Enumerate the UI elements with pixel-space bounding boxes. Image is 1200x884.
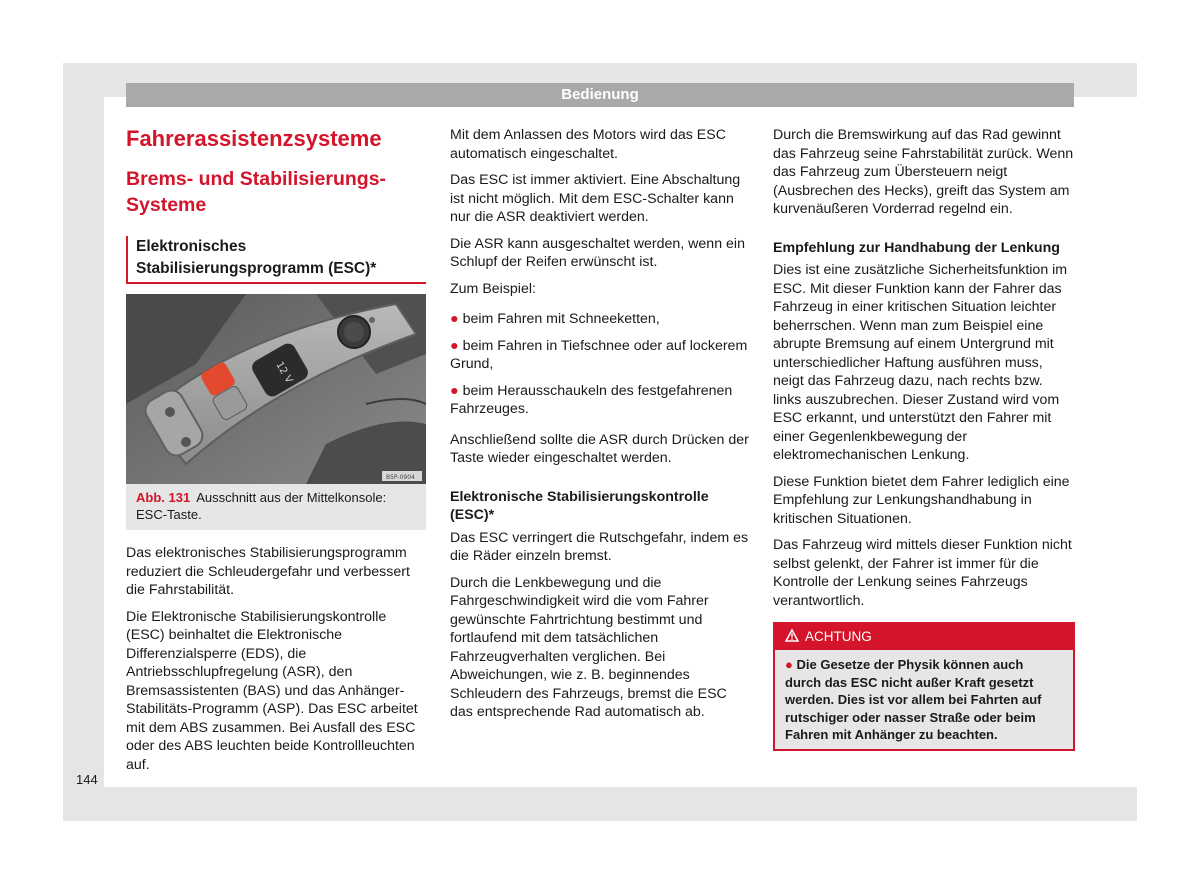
paragraph: Zum Beispiel:: [450, 280, 536, 297]
warning-title: ACHTUNG: [805, 629, 872, 644]
center-console-illustration: [126, 294, 426, 484]
paragraph: Mit dem Anlassen des Motors wird das ESC automatisch eingeschaltet.: [450, 127, 726, 162]
paragraph: Die Elektronische Stabilisierungskontrolle (ESC) beinhaltet die Elektronische Differenzialsperre (EDS), die Antriebsschlupfregelung (ASR), den Bremsassistenten (BAS) und das Anhänger-Stabilitäts-Programm (ASP). Das ESC arbeitet mit dem ABS zusammen. Bei Ausfall des ESC oder des ABS leuchten beide Kontrollleuchten auf.: [126, 608, 418, 773]
warning-icon: [785, 629, 799, 642]
paragraph: Die ASR kann ausgeschaltet werden, wenn ein Schlupf der Reifen erwünscht ist.: [450, 235, 745, 270]
figure-caption-text: Ausschnitt aus der Mittelkonsole: ESC-Taste.: [136, 490, 387, 522]
list-item: ● beim Herausschaukeln des festgefahrenen Fahrzeuges.: [450, 382, 733, 417]
bullet-icon: ●: [785, 657, 793, 672]
paragraph: Dies ist eine zusätzliche Sicherheitsfunktion im ESC. Mit dieser Funktion kann der Fahrer das Fahrzeug in einer kritischen Situation leichter beherrschen. Wenn man zum Beispiel eine abrupte Bremsung auf einem Untergrund mit unterschiedlicher Haftung ausführen muss, neigt das Fahrzeug dazu, nach rechts bzw. links auszubrechen. Dieser Zustand wird vom ESC erkannt, und unterstützt den Fahrer mit einer Gegenlenkbewegung der elektromechanischen Lenkung.: [773, 262, 1068, 463]
bullet-icon: ●: [450, 337, 459, 354]
column-1: [126, 126, 426, 782]
section-title: Brems- und Stabilisierungs-Systeme: [126, 168, 387, 216]
paragraph: Diese Funktion bietet dem Fahrer lediglich eine Empfehlung zur Lenkungshandhabung in kritischen Situationen.: [773, 473, 1070, 527]
warning-body: [775, 650, 1073, 749]
figure-caption: [126, 484, 426, 530]
column-2: [450, 126, 750, 730]
subheading: Elektronische Stabilisierungskontrolle (ESC)*: [450, 488, 709, 523]
subheading: Empfehlung zur Handhabung der Lenkung: [773, 239, 1060, 256]
paragraph: Das elektronisches Stabilisierungsprogramm reduziert die Schleudergefahr und verbessert die Fahrstabilität.: [126, 545, 410, 598]
paragraph: Das ESC ist immer aktiviert. Eine Abschaltung ist nicht möglich. Mit dem ESC-Schalter kann nur die ASR deaktiviert werden.: [450, 172, 741, 225]
figure-code: B5P-0904: [386, 474, 415, 481]
column-3: [773, 126, 1075, 751]
example-list: [450, 310, 750, 419]
bullet-icon: ●: [450, 382, 459, 399]
warning-box: [773, 622, 1075, 751]
socket-label: 12 V: [273, 360, 295, 386]
figure-center-console: [126, 294, 426, 484]
section-header: Bedienung: [126, 83, 1074, 107]
paragraph: Das Fahrzeug wird mittels dieser Funktion nicht selbst gelenkt, der Fahrer ist immer für die Kontrolle der Lenkung seines Fahrzeugs verantwortlich.: [773, 537, 1072, 609]
list-item: ● beim Fahren mit Schneeketten,: [450, 311, 660, 327]
page-number: 144: [76, 772, 98, 787]
chapter-title: Fahrerassistenzsysteme: [126, 126, 382, 151]
paragraph: Durch die Lenkbewegung und die Fahrgeschwindigkeit wird die vom Fahrer gewünschte Fahrtrichtung bestimmt und fortlaufend mit dem tatsächlichen Fahrzeugverhalten verglichen. Bei Abweichungen, wie z. B. beginnendes Schleudern des Fahrzeugs, bremst die ESC das entsprechende Rad automatisch ab.: [450, 574, 727, 720]
list-item: ● beim Fahren in Tiefschnee oder auf lockerem Grund,: [450, 337, 748, 372]
paragraph: Durch die Bremswirkung auf das Rad gewinnt das Fahrzeug seine Fahrstabilität zurück. Wenn das Fahrzeug zum Übersteuern neigt (Ausbrechen des Hecks), greift das System am kurvenäußeren Vorderrad regelnd ein.: [773, 127, 1074, 217]
paragraph: Anschließend sollte die ASR durch Drücken der Taste wieder eingeschaltet werden.: [450, 431, 749, 466]
paragraph: Das ESC verringert die Rutschgefahr, indem es die Räder einzeln bremst.: [450, 529, 749, 564]
figure-label: Abb. 131: [136, 490, 191, 505]
warning-text: Die Gesetze der Physik können auch durch das ESC nicht außer Kraft gesetzt werden. Dies ist vor allem bei Fahrten auf rutschiger oder nasser Straße oder beim Fahren mit Anhänger zu beachten.: [785, 657, 1042, 742]
warning-header: [775, 624, 1073, 650]
bullet-icon: ●: [450, 311, 459, 327]
subsection-title: Elektronisches Stabilisierungsprogramm (ESC)*: [126, 236, 426, 284]
